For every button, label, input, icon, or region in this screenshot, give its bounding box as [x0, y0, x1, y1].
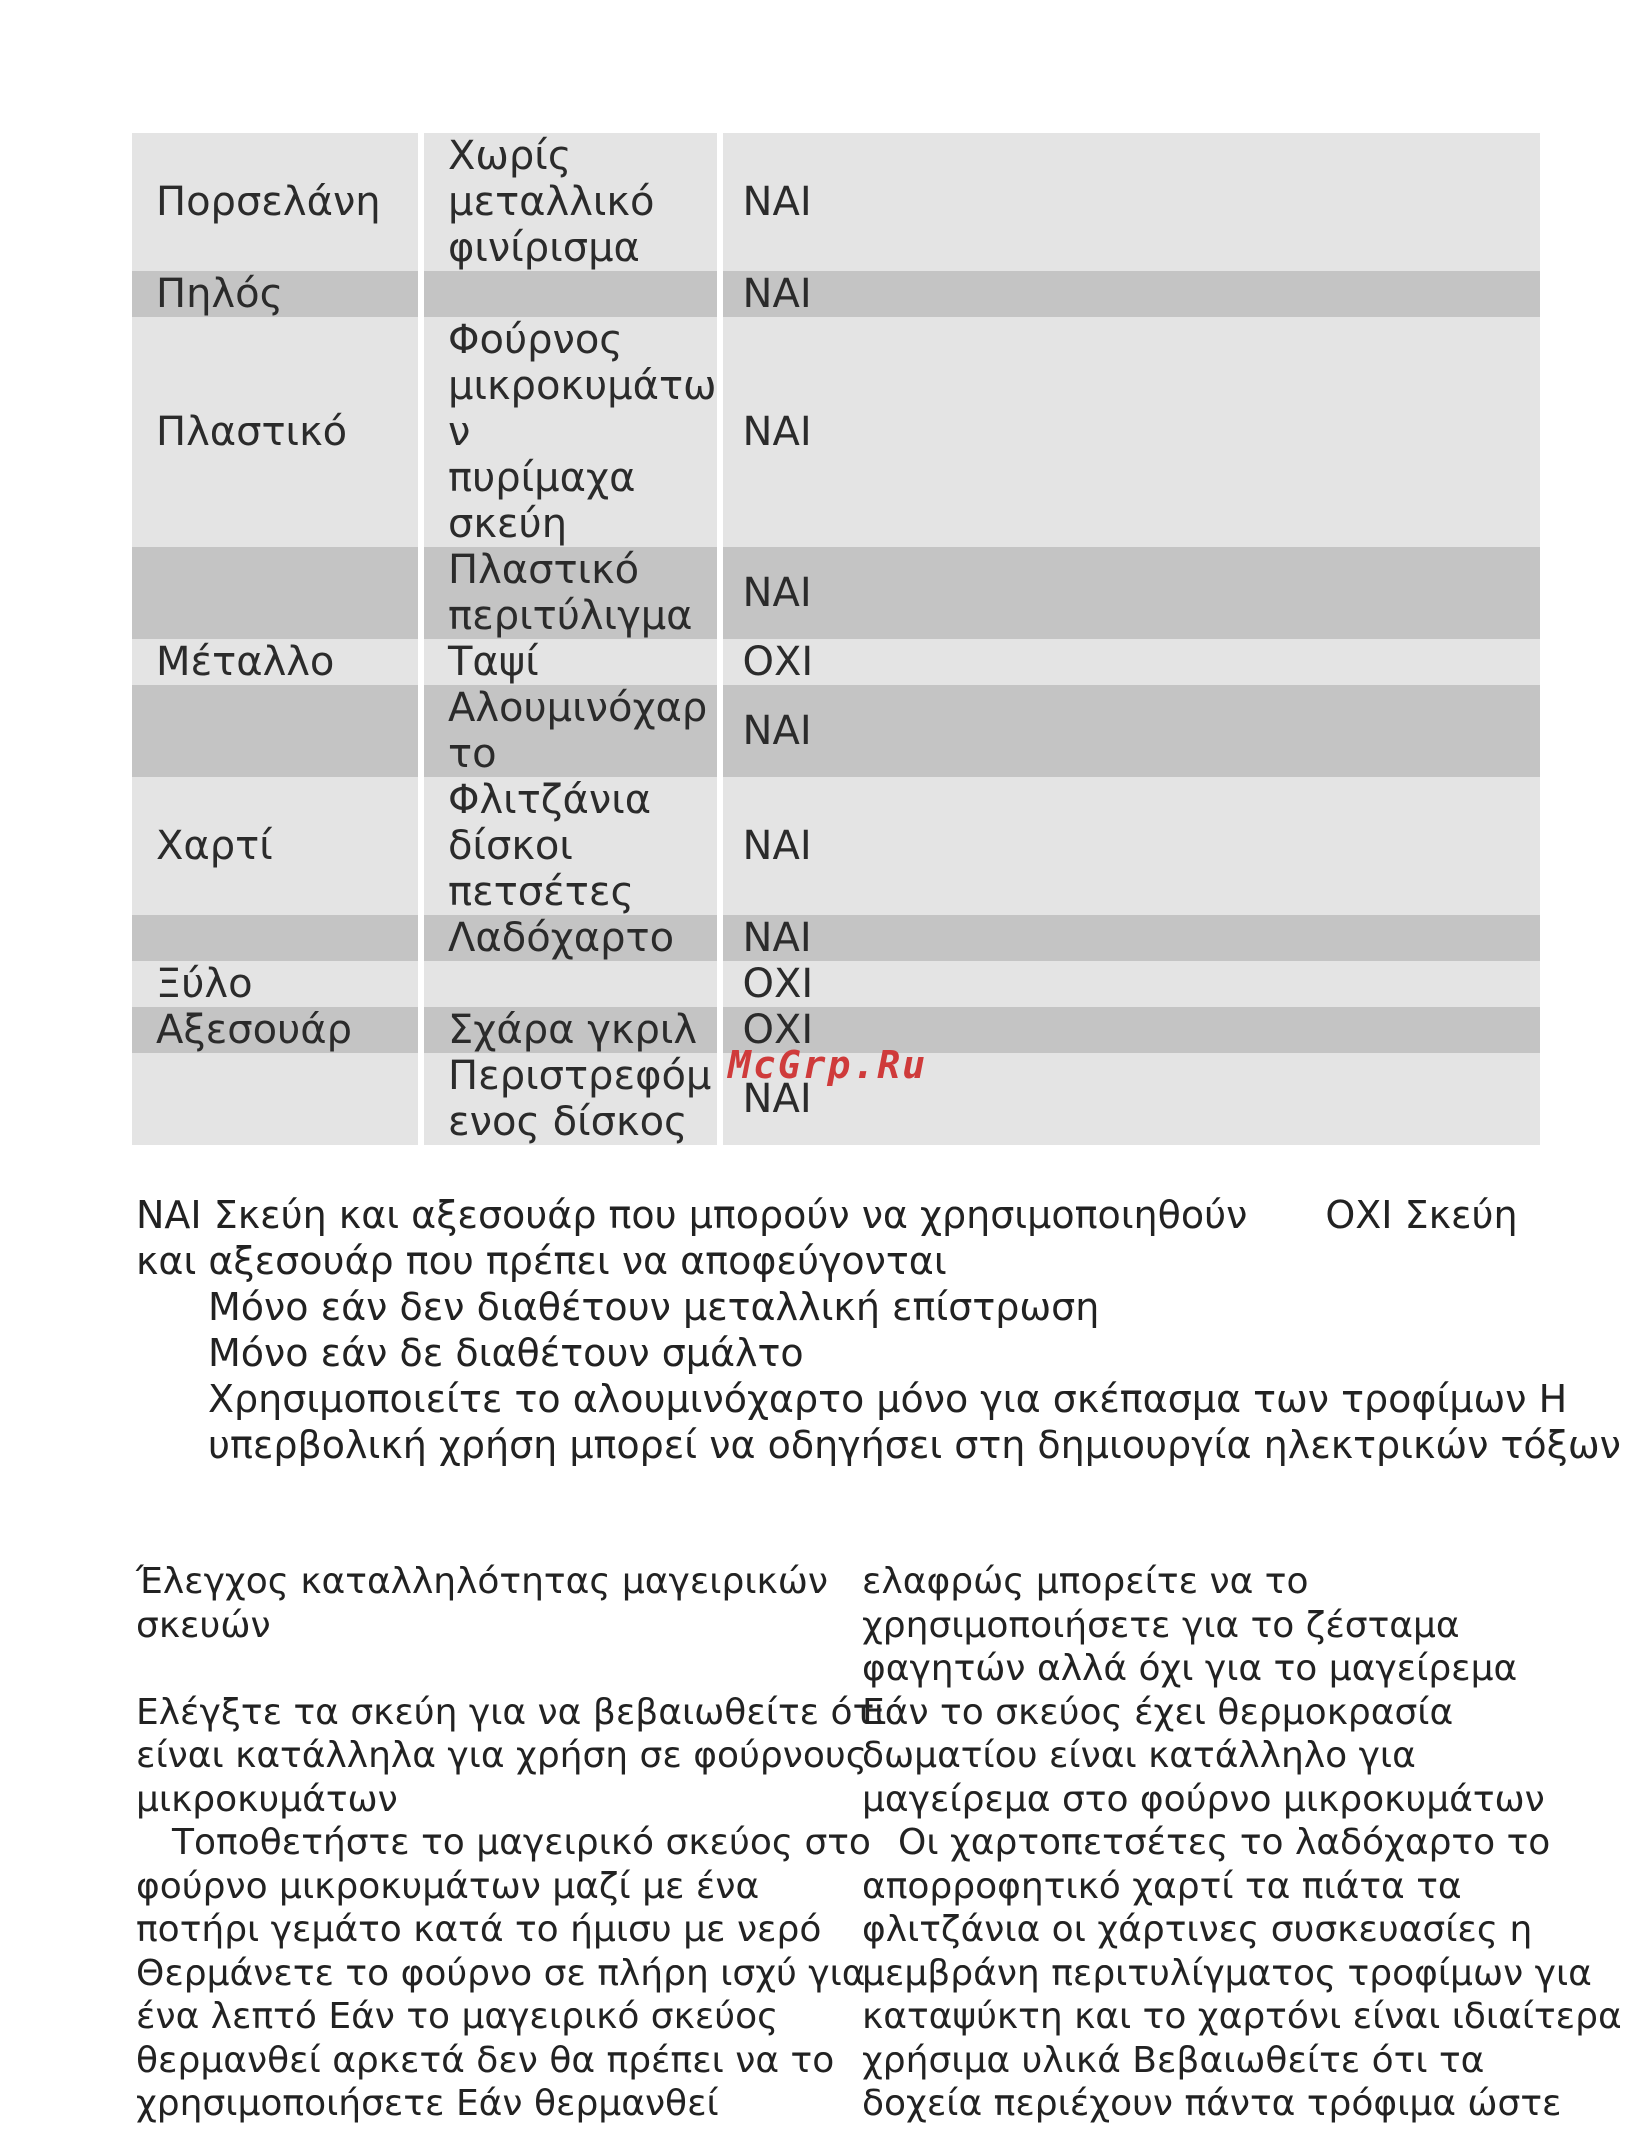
- item-cell: [421, 1007, 720, 1053]
- table-row: [132, 777, 1540, 915]
- item-line: το: [448, 731, 497, 777]
- text-line: δωματίου είναι κατάλληλο για: [862, 1735, 1416, 1776]
- item-line: μικροκυμάτω: [448, 363, 717, 409]
- text-line: ελαφρώς μπορείτε να το: [862, 1561, 1309, 1602]
- text-line: Εάν το σκεύος έχει θερμοκρασία: [862, 1691, 1454, 1733]
- suitability-cell: ΝΑΙ: [720, 133, 1540, 271]
- item-cell: [421, 685, 720, 777]
- legend-note: Χρησιμοποιείτε το αλουμινόχαρτο μόνο για σκέπασμα των τροφίμων Η: [208, 1377, 1568, 1421]
- cookware-table: [132, 133, 1540, 1145]
- left-column: [136, 1560, 887, 2126]
- legend-line: [136, 1192, 1536, 1238]
- material-cell: [132, 915, 421, 961]
- item-cell: [421, 1053, 720, 1145]
- item-line: ενος δίσκος: [448, 1099, 688, 1145]
- material-cell: Πλαστικό: [132, 317, 421, 547]
- text-line: χρήσιμα υλικά Βεβαιωθείτε ότι τα: [862, 2039, 1485, 2081]
- watermark: McGrp.Ru: [728, 1043, 928, 1087]
- item-line: δίσκοι: [448, 823, 573, 869]
- item-line: Λαδόχαρτο: [448, 915, 675, 961]
- table-row: [132, 639, 1540, 685]
- item-cell: [421, 639, 720, 685]
- legend: [136, 1192, 1621, 1468]
- material-cell: [132, 547, 421, 639]
- item-cell: [421, 915, 720, 961]
- item-line: μεταλλικό: [448, 179, 655, 225]
- text-line: ένα λεπτό Εάν το μαγειρικό σκεύος: [136, 1996, 779, 2037]
- legend-note: Μόνο εάν δεν διαθέτουν μεταλλική επίστρωση: [208, 1285, 1100, 1329]
- item-cell: [421, 777, 720, 915]
- text-line: χρησιμοποιήσετε για το ζέσταμα: [862, 1604, 1460, 1646]
- text-line: Θερμάνετε το φούρνο σε πλήρη ισχύ για: [136, 1952, 866, 1994]
- text-line: φούρνο μικροκυμάτων μαζί με ένα: [136, 1865, 760, 1907]
- text-line: φαγητών αλλά όχι για το μαγείρεμα: [862, 1648, 1518, 1689]
- suitability-cell: ΟΧΙ: [720, 961, 1540, 1007]
- text-line: φλιτζάνια οι χάρτινες συσκευασίες η: [862, 1909, 1533, 1950]
- table-row: [132, 547, 1540, 639]
- table-row: [132, 685, 1540, 777]
- suitability-cell: ΝΑΙ: [720, 777, 1540, 915]
- item-line: πετσέτες: [448, 869, 634, 915]
- suitability-cell: ΟΧΙ: [720, 1007, 1540, 1053]
- text-line: είναι κατάλληλα για χρήση σε φούρνους: [136, 1735, 867, 1776]
- text-line: καταψύκτη και το χαρτόνι είναι ιδιαίτερα: [862, 1996, 1622, 2037]
- item-cell: [421, 961, 720, 1007]
- text-line: μεμβράνη περιτυλίγματος τροφίμων για: [862, 1952, 1592, 1994]
- material-cell: Χαρτί: [132, 777, 421, 915]
- legend-note: Μόνο εάν δε διαθέτουν σμάλτο: [208, 1331, 804, 1375]
- text-line: μικροκυμάτων: [136, 1778, 398, 1820]
- material-cell: Μέταλλο: [132, 639, 421, 685]
- item-line: Σχάρα γκριλ: [448, 1007, 698, 1053]
- item-line: πυρίμαχα: [448, 455, 636, 501]
- item-line: Ταψί: [448, 639, 539, 685]
- text-line: απορροφητικό χαρτί τα πιάτα τα: [862, 1865, 1462, 1907]
- material-cell: [132, 685, 421, 777]
- material-cell: Πορσελάνη: [132, 133, 421, 271]
- text-line: δοχεία περιέχουν πάντα τρόφιμα ώστε: [862, 2083, 1562, 2124]
- table-row: [132, 317, 1540, 547]
- material-cell: Πηλός: [132, 271, 421, 317]
- text-line: Τοποθετήστε το μαγειρικό σκεύος στο: [172, 1822, 871, 1863]
- table-row: [132, 915, 1540, 961]
- item-line: σκεύη: [448, 501, 568, 547]
- item-line: Περιστρεφόμ: [448, 1053, 712, 1099]
- suitability-cell: ΝΑΙ: [720, 547, 1540, 639]
- item-cell: [421, 133, 720, 271]
- item-line: φινίρισμα: [448, 225, 640, 271]
- text-line: ποτήρι γεμάτο κατά το ήμισυ με νερό: [136, 1909, 822, 1950]
- text-line: Ελέγξτε τα σκεύη για να βεβαιωθείτε ότι: [136, 1691, 887, 1733]
- item-line: Χωρίς: [448, 133, 572, 179]
- material-cell: Ξύλο: [132, 961, 421, 1007]
- suitability-cell: ΟΧΙ: [720, 639, 1540, 685]
- section-heading: Έλεγχος καταλληλότητας μαγειρικών: [136, 1561, 828, 1602]
- legend-line: και αξεσουάρ που πρέπει να αποφεύγονται: [136, 1239, 947, 1283]
- table-row: [132, 961, 1540, 1007]
- item-cell: [421, 547, 720, 639]
- item-line: Αλουμινόχαρ: [448, 685, 708, 731]
- suitability-cell: ΝΑΙ: [720, 1053, 1540, 1145]
- item-line: Φλιτζάνια: [448, 777, 652, 823]
- right-column: [862, 1560, 1622, 2126]
- legend-yes-text: ΝΑΙ Σκεύη και αξεσουάρ που μπορούν να χρησιμοποιηθούν: [136, 1193, 1248, 1237]
- table-row: [132, 133, 1540, 271]
- text-line: μαγείρεμα στο φούρνο μικροκυμάτων: [862, 1778, 1545, 1820]
- suitability-cell: ΝΑΙ: [720, 317, 1540, 547]
- legend-no-text: ΟΧΙ Σκεύη: [1325, 1193, 1518, 1237]
- section-heading: σκευών: [136, 1604, 271, 1646]
- item-cell: [421, 317, 720, 547]
- text-line: θερμανθεί αρκετά δεν θα πρέπει να το: [136, 2039, 835, 2081]
- item-line: περιτύλιγμα: [448, 593, 693, 639]
- suitability-cell: ΝΑΙ: [720, 685, 1540, 777]
- table-row: [132, 271, 1540, 317]
- suitability-cell: ΝΑΙ: [720, 271, 1540, 317]
- text-line: Οι χαρτοπετσέτες το λαδόχαρτο το: [898, 1822, 1551, 1863]
- legend-note: υπερβολική χρήση μπορεί να οδηγήσει στη δημιουργία ηλεκτρικών τόξων: [208, 1423, 1621, 1467]
- text-line: χρησιμοποιήσετε Εάν θερμανθεί: [136, 2083, 719, 2124]
- suitability-cell: ΝΑΙ: [720, 915, 1540, 961]
- material-cell: [132, 1053, 421, 1145]
- item-cell: [421, 271, 720, 317]
- item-line: ν: [448, 409, 471, 455]
- item-line: Πλαστικό: [448, 547, 640, 593]
- item-line: Φούρνος: [448, 317, 623, 363]
- material-cell: Αξεσουάρ: [132, 1007, 421, 1053]
